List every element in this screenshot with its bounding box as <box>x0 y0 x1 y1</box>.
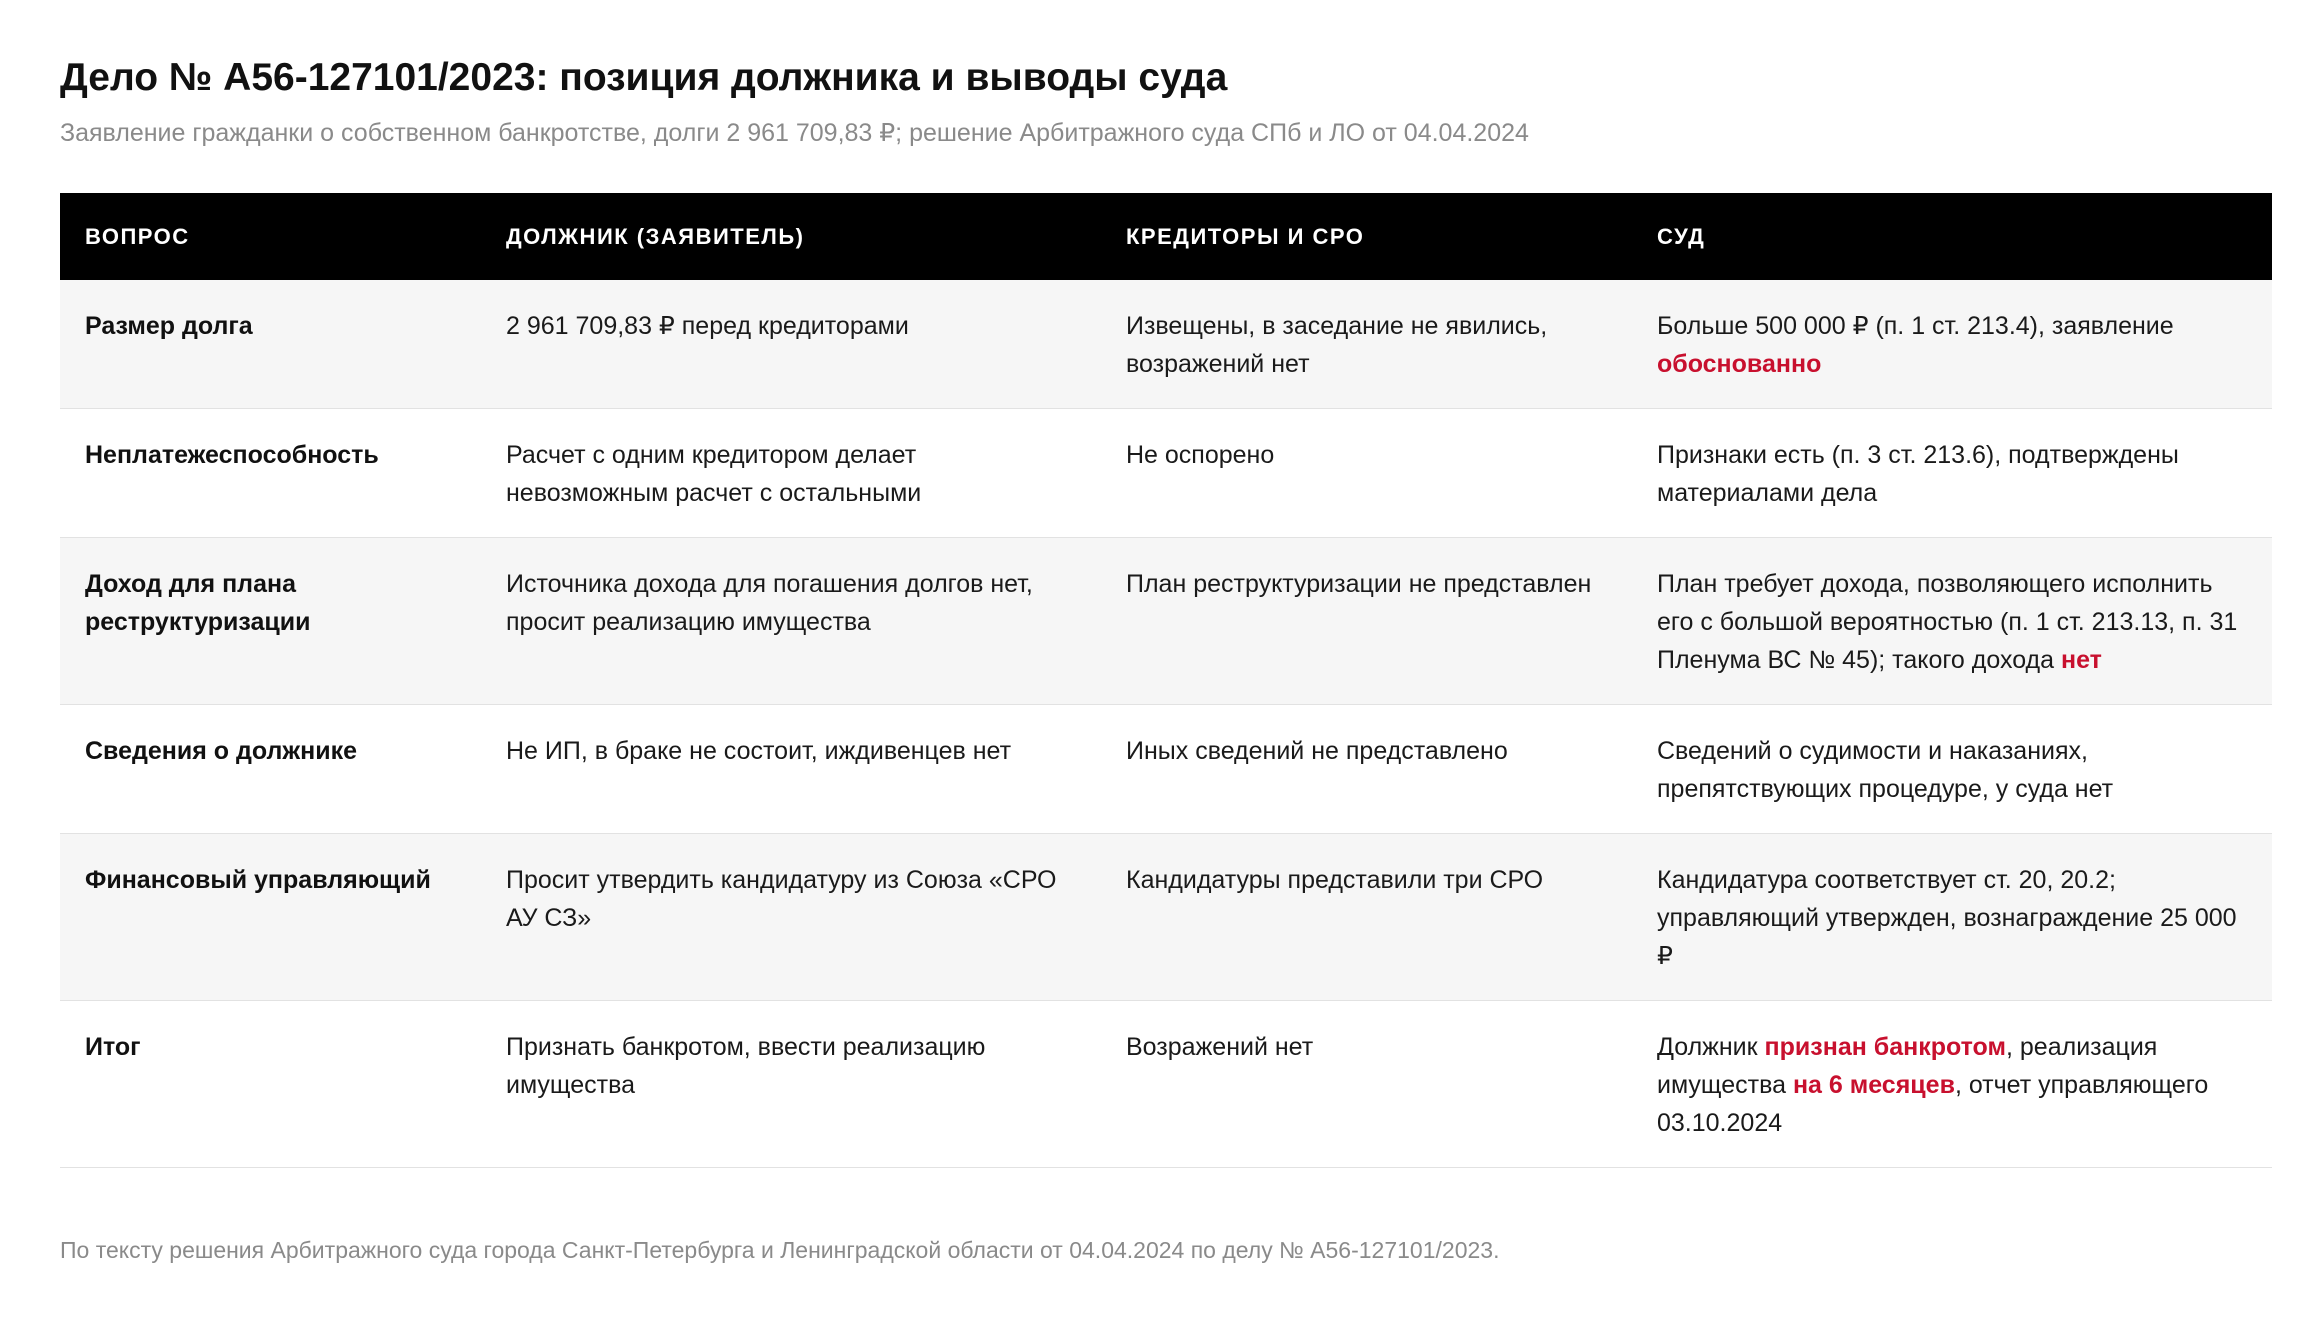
row-debtor: Признать банкротом, ввести реализацию имущества <box>481 1001 1101 1168</box>
row-creditors: Иных сведений не представлено <box>1101 705 1632 834</box>
table-header-row <box>60 193 2272 280</box>
row-creditors: Извещены, в заседание не явились, возражений нет <box>1101 280 1632 409</box>
court-text: Должник <box>1657 1033 1765 1061</box>
court-text: Кандидатура соответствует ст. 20, 20.2; управляющий утвержден, вознаграждение 25 000 ₽ <box>1657 866 2237 970</box>
table-row <box>60 834 2272 1001</box>
court-highlight: на 6 месяцев <box>1792 1071 1955 1099</box>
row-court <box>1632 834 2272 1001</box>
row-debtor: 2 961 709,83 ₽ перед кредиторами <box>481 280 1101 409</box>
court-text: , отчет управляющего 03.10.2024 <box>1657 1071 2209 1137</box>
row-court <box>1632 409 2272 538</box>
header-court: СУД <box>1632 193 2272 280</box>
row-creditors: Возражений нет <box>1101 1001 1632 1168</box>
court-text: Сведений о судимости и наказаниях, препятствующих процедуре, у суда нет <box>1657 737 2114 803</box>
row-court <box>1632 705 2272 834</box>
table-row <box>60 409 2272 538</box>
header-question: ВОПРОС <box>60 193 481 280</box>
page-title: Дело № А56-127101/2023: позиция должника и выводы суда <box>60 56 1228 99</box>
table-row <box>60 1001 2272 1168</box>
court-highlight: обоснованно <box>1657 350 1822 378</box>
row-creditors: Кандидатуры представили три СРО <box>1101 834 1632 1001</box>
court-text: Признаки есть (п. 3 ст. 213.6), подтверждены материалами дела <box>1657 441 2179 507</box>
row-creditors: Не оспорено <box>1101 409 1632 538</box>
court-highlight: нет <box>2061 646 2102 674</box>
table-row <box>60 280 2272 409</box>
row-court <box>1632 280 2272 409</box>
row-debtor: Просит утвердить кандидатуру из Союза «СРО АУ СЗ» <box>481 834 1101 1001</box>
row-question: Финансовый управляющий <box>60 834 481 1001</box>
court-text: План требует дохода, позволяющего исполнить его с большой вероятностью (п. 1 ст. 213.13, п. 31 Пленума ВС № 45); такого дохода <box>1657 570 2238 674</box>
row-creditors: План реструктуризации не представлен <box>1101 538 1632 705</box>
court-highlight: признан банкротом <box>1764 1033 2006 1061</box>
row-debtor: Не ИП, в браке не состоит, иждивенцев нет <box>481 705 1101 834</box>
header-creditors: КРЕДИТОРЫ И СРО <box>1101 193 1632 280</box>
header-debtor: ДОЛЖНИК (ЗАЯВИТЕЛЬ) <box>481 193 1101 280</box>
row-question: Размер долга <box>60 280 481 409</box>
page-subtitle: Заявление гражданки о собственном банкротстве, долги 2 961 709,83 ₽; решение Арбитражного суда СПб и ЛО от 04.04.2024 <box>60 119 1529 147</box>
row-question: Сведения о должнике <box>60 705 481 834</box>
table-row <box>60 705 2272 834</box>
source-footnote: По тексту решения Арбитражного суда города Санкт-Петербурга и Ленинградской области от 04.04.2024 по делу № А56-127101/2023. <box>60 1237 1500 1263</box>
comparison-table <box>60 193 2272 1168</box>
court-text: , реализация имущества <box>1657 1033 2158 1099</box>
row-debtor: Расчет с одним кредитором делает невозможным расчет с остальными <box>481 409 1101 538</box>
table-row <box>60 538 2272 705</box>
row-debtor: Источника дохода для погашения долгов нет, просит реализацию имущества <box>481 538 1101 705</box>
row-court <box>1632 538 2272 705</box>
court-text: Больше 500 000 ₽ (п. 1 ст. 213.4), заявление <box>1657 312 2174 340</box>
row-question: Неплатежеспособность <box>60 409 481 538</box>
row-court <box>1632 1001 2272 1168</box>
row-question: Доход для плана реструктуризации <box>60 538 481 705</box>
row-question: Итог <box>60 1001 481 1168</box>
